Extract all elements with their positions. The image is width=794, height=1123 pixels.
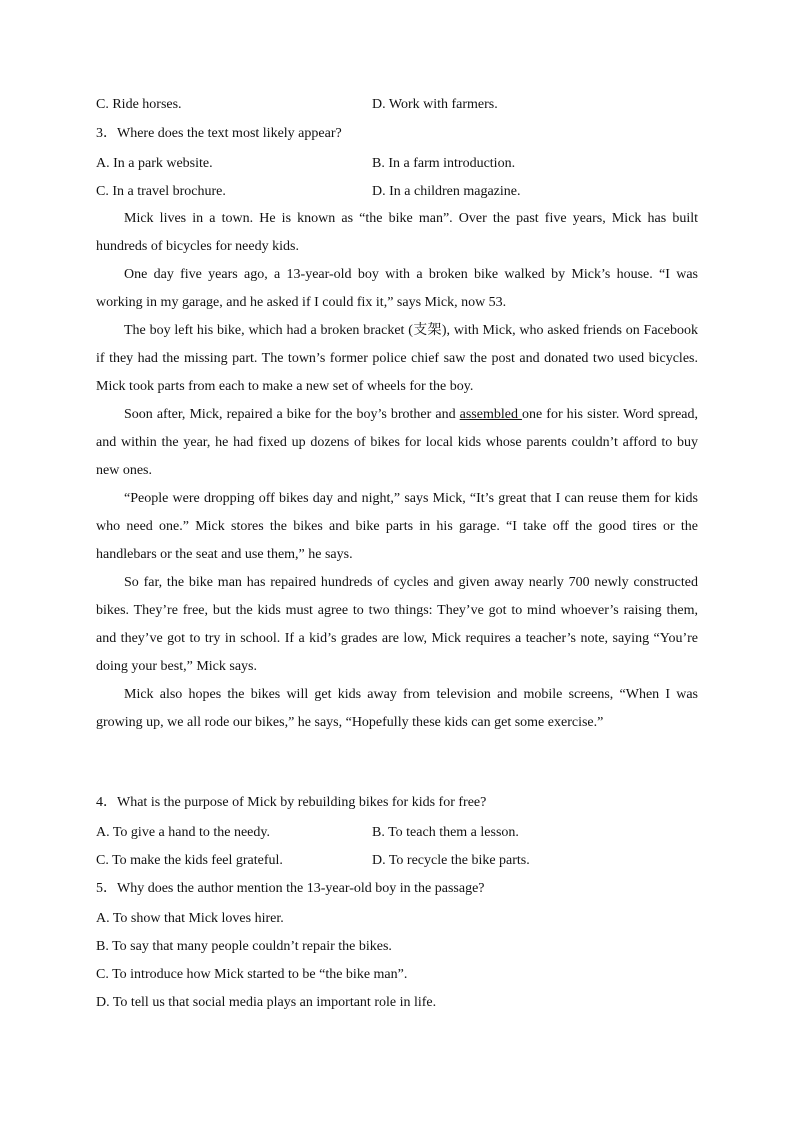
passage-paragraph-2: One day five years ago, a 13-year-old boy with a broken bike walked by Mick’s house. “I was working in my garage, and he asked if I could fix it,” says Mick, now 53.: [96, 267, 698, 310]
passage-p4-text-after: one for his sister. Word spread, and within the year, he had fixed up dozens of bikes for local kids whose parents couldn’t afford to buy new ones.: [96, 407, 698, 478]
q4-option-a: A. To give a hand to the needy.: [96, 825, 270, 840]
q2-option-c: C. Ride horses.: [96, 97, 182, 112]
q4-stem: 4．What is the purpose of Mick by rebuilding bikes for kids for free?: [96, 795, 487, 810]
q3-stem: 3．Where does the text most likely appear?: [96, 126, 342, 141]
q3-options-row-2: [96, 178, 698, 206]
reading-passage: [96, 205, 698, 737]
q4-options-row-1: [96, 819, 698, 847]
q4-option-c: C. To make the kids feel grateful.: [96, 853, 283, 868]
q2-option-d: D. Work with farmers.: [372, 97, 498, 112]
q3-option-c: C. In a travel brochure.: [96, 184, 226, 199]
passage-paragraph-5: “People were dropping off bikes day and night,” says Mick, “It’s great that I can reuse them for kids who need one.” Mick stores the bikes and bike parts in his garage. “I take off the good tires or the handlebars or the seat and use them,” he says.: [96, 491, 698, 562]
q4-option-b: B. To teach them a lesson.: [372, 825, 519, 840]
q4-options-row-2: [96, 847, 698, 875]
passage-paragraph-4: [96, 401, 698, 485]
q5-option-b: B. To say that many people couldn’t repair the bikes.: [96, 939, 392, 954]
passage-p4-text-before: Soon after, Mick, repaired a bike for the boy’s brother and: [124, 407, 460, 422]
q3-option-b: B. In a farm introduction.: [372, 156, 516, 171]
passage-paragraph-1: Mick lives in a town. He is known as “the bike man”. Over the past five years, Mick has built hundreds of bicycles for needy kids.: [96, 211, 698, 254]
passage-paragraph-6: So far, the bike man has repaired hundreds of cycles and given away nearly 700 newly constructed bikes. They’re free, but the kids must agree to two things: They’ve got to mind whoever’s raising them, and they’ve got to try in school. If a kid’s grades are low, Mick requires a teacher’s note, saying “You’re doing your best,” Mick says.: [96, 575, 698, 674]
underlined-word-assembled: assembled: [459, 407, 523, 422]
passage-paragraph-3: The boy left his bike, which had a broken bracket (支架), with Mick, who asked friends on Facebook if they had the missing part. The town’s former police chief saw the post and donated two used bicycles. Mick took parts from each to make a new set of wheels for the boy.: [96, 323, 698, 394]
q3-option-d: D. In a children magazine.: [372, 184, 521, 199]
q5-option-a: A. To show that Mick loves hirer.: [96, 911, 284, 926]
q3-option-a: A. In a park website.: [96, 156, 213, 171]
q4-option-d: D. To recycle the bike parts.: [372, 853, 530, 868]
q5-stem: 5．Why does the author mention the 13-year-old boy in the passage?: [96, 881, 485, 896]
q3-options-row-1: [96, 150, 698, 178]
q2-options-row: [96, 91, 698, 119]
passage-paragraph-7: Mick also hopes the bikes will get kids away from television and mobile screens, “When I was growing up, we all rode our bikes,” he says, “Hopefully these kids can get some exercise.”: [96, 687, 698, 730]
q5-option-d: D. To tell us that social media plays an important role in life.: [96, 995, 437, 1010]
q5-option-c: C. To introduce how Mick started to be “the bike man”.: [96, 967, 408, 982]
